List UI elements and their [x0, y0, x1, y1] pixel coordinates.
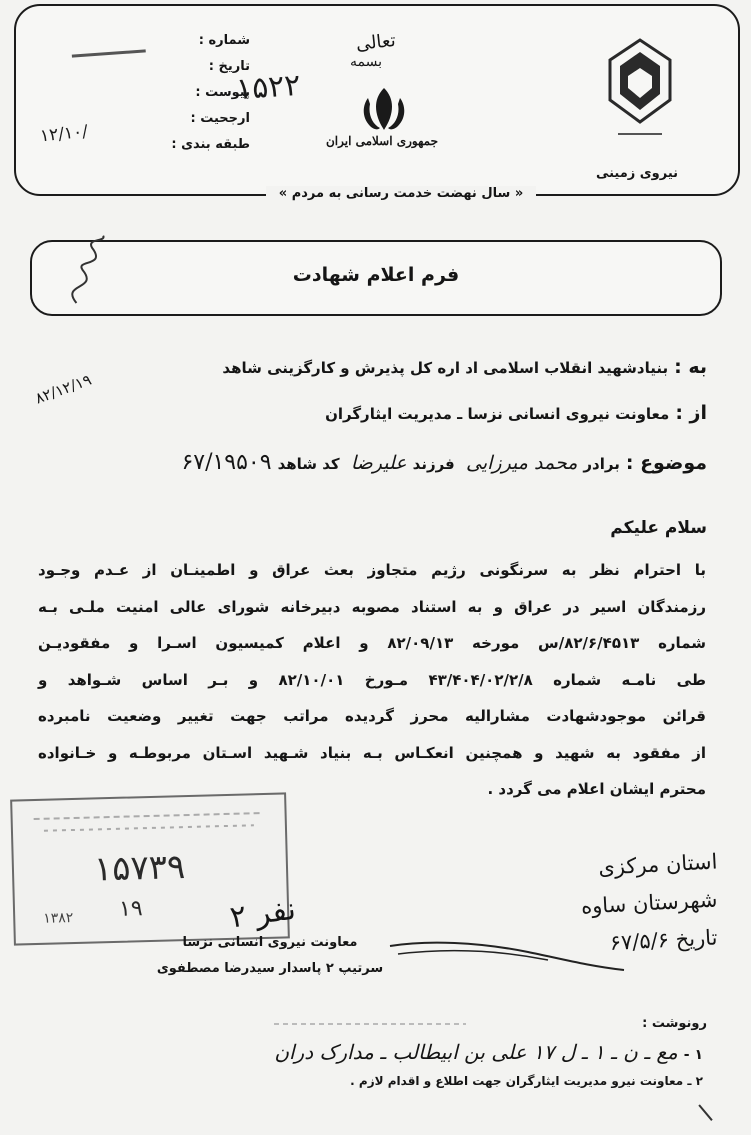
addressee-line	[222, 356, 707, 378]
greeting: سلام علیکم	[610, 518, 707, 538]
meta-priority-label: ارجحیت :	[190, 111, 250, 126]
republic-caption: جمهوری اسلامی ایران	[325, 134, 439, 148]
signatory-block	[150, 930, 390, 982]
ground-force-label: نیروی زمینی	[595, 166, 679, 181]
army-logo-icon	[600, 30, 680, 154]
handwritten-signature-mark: ۲ نفر	[227, 891, 298, 936]
handwritten-witness-code: ۶۷/۱۹۵۰۹	[181, 450, 272, 475]
to-text: بنیادشهید انقلاب اسلامی اد اره کل پذیرش و کارگزینی شاهد	[222, 359, 669, 377]
handwritten-cc-item-1: مع ـ ن ـ ۱ ـ ل ۱۷ علی بن ابیطالب ـ مدارک دران	[274, 1040, 678, 1064]
from-label: از :	[675, 402, 707, 424]
pen-mark	[698, 1085, 735, 1121]
sender-line	[325, 402, 707, 424]
cc-item-1-number: ۱ -	[683, 1047, 703, 1063]
stamp-year: ۱۳۸۲	[43, 910, 74, 927]
letter-meta-fields	[150, 28, 250, 158]
handwritten-side-date: ۸۲/۱۲/۱۹	[32, 370, 94, 408]
cc-label: رونوشت :	[642, 1016, 707, 1031]
body-line: طی نامـه شماره ۴۳/۴۰۴/۰۲/۲/۸ مـورخ ۸۲/۱۰/۰۱ و بـر اساس شـواهد و	[38, 670, 706, 689]
body-line: شماره ۸۲/۶/۴۵۱۳/س مورخه ۸۲/۰۹/۱۳ و اعلام کمیسیون اسـرا و مفقودیـن	[38, 634, 706, 652]
body-line: رزمندگان اسیر در عراق و به استناد مصوبه دبیرخانه شورای عالی امنیت ملـی بـه	[38, 597, 706, 616]
handwritten-letter-number: ۱۵۲۲	[234, 67, 302, 108]
faded-stamp-text	[270, 1018, 470, 1033]
meta-classification-label: طبقه بندی :	[171, 137, 250, 152]
body-line: از مفقود به شهید و همچنین انعکـاس بـه بنیاد شـهید اسـتان مربوطـه و خـانواده	[38, 743, 706, 762]
handwritten-father-name: علیرضا	[350, 452, 407, 474]
subject-line	[181, 450, 707, 475]
from-text: معاونت نیروی انسانی نزسا ـ مدیریت ایثارگران	[325, 405, 670, 423]
signatory-name: سرتیپ ۲ پاسدار سیدرضا مصطفوی	[156, 961, 384, 976]
handwritten-letter-date: ۱۲/۱۰/	[39, 121, 89, 147]
handwritten-city: شهرستان ساوه	[580, 887, 718, 919]
year-motto: « سال نهضت خدمت رسانی به مردم »	[266, 186, 536, 201]
signature-stroke	[388, 936, 628, 976]
subject-child-of: فرزند	[412, 455, 455, 473]
body-line: محترم ایشان اعلام می گردد .	[487, 780, 706, 798]
cc-item-1	[268, 1040, 703, 1064]
iran-emblem-icon	[356, 84, 412, 138]
cc-item-2: ۲ ـ معاونت نیرو مدیریت ایثارگران جهت اطلاع و اقدام لازم .	[350, 1074, 703, 1088]
form-title: فرم اعلام شهادت	[292, 264, 460, 286]
subject-code-label: کد شاهد	[277, 455, 340, 473]
stamp-day: ۱۹	[118, 896, 144, 922]
signatory-title: معاونت نیروی انسانی نزسا	[182, 935, 358, 950]
stamp-number: ۱۵۷۳۹	[93, 847, 186, 890]
meta-date-label: تاریخ :	[208, 59, 250, 74]
to-label: به :	[674, 356, 707, 378]
subject-brother: برادر	[583, 455, 620, 473]
subject-label: موضوع :	[625, 452, 707, 474]
ta-aali-text: تعالی	[355, 29, 397, 56]
handwritten-province: استان مرکزی	[597, 849, 718, 880]
body-line: با احترام نظر به سرنگونی رژیم متجاوز بعث عراق و اطمینـان از عـدم وجـود	[38, 561, 706, 579]
meta-attachment-label: پیوست :	[195, 85, 250, 100]
body-line: قرائن موجودشهادت مشارالیه محرز گردیده مراتب جهت تغییر وضعیت نامبرده	[38, 707, 706, 725]
stamp-faded-text	[22, 803, 275, 843]
handwritten-date: تاریخ ۶۷/۵/۶	[608, 925, 718, 956]
bismillah-text: بسمه	[350, 54, 382, 70]
letter-body	[38, 552, 706, 808]
handwritten-martyr-name: محمد میرزایی	[465, 452, 578, 474]
meta-number-label: شماره :	[198, 33, 250, 48]
